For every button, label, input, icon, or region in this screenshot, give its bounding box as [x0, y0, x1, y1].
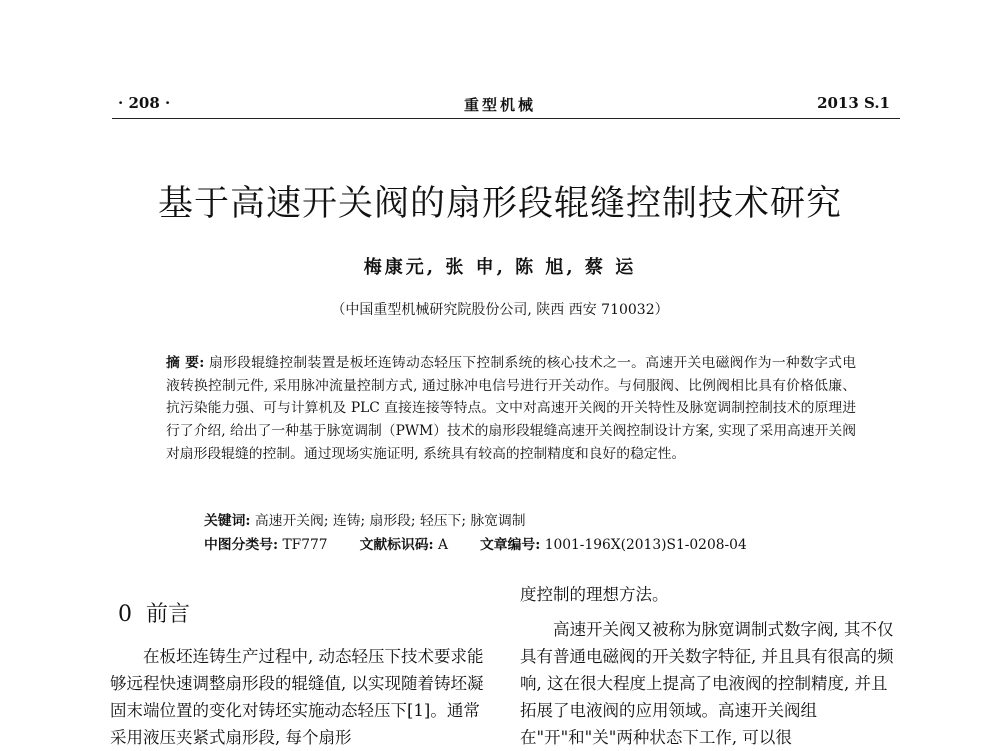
section-heading	[118, 597, 190, 628]
abstract	[166, 352, 856, 466]
abstract-text: 扇形段辊缝控制装置是板坯连铸动态轻压下控制系统的核心技术之一。高速开关电磁阀作为一种数字式电液转换控制元件, 采用脉冲流量控制方式, 通过脉冲电信号进行开关动作。与伺服阀、比例阀相比具有价格低廉、抗污染能力强、可与计算机及 PLC 直接连接等特点。文中对高速开关阀的开关特性及脉宽调制控制技术的原理进行了介绍, 给出了一种基于脉宽调制（PWM）技术的扇形段辊缝高速开关阀控制设计方案, 实现了采用高速开关阀对扇形段辊缝的控制。通过现场实施证明, 系统具有较高的控制精度和良好的稳定性。	[166, 355, 857, 462]
article-number-value: 1001-196X(2013)S1-0208-04	[544, 537, 747, 553]
journal-name: 重型机械	[463, 96, 536, 114]
doc-code-value: A	[438, 537, 449, 553]
keywords-text: 高速开关阀; 连铸; 扇形段; 轻压下; 脉宽调制	[254, 513, 526, 529]
page-number: · 208 ·	[118, 94, 171, 112]
issue-label: 2013 S.1	[817, 94, 890, 112]
abstract-label: 摘 要:	[166, 355, 205, 371]
authors: 梅康元, 张 申, 陈 旭, 蔡 运	[363, 257, 637, 278]
section-title: 前言	[146, 602, 191, 627]
body-line-right: 度控制的理想方法。	[520, 585, 669, 604]
article-number-label: 文章编号:	[480, 537, 541, 553]
doc-code-label: 文献标识码:	[359, 537, 434, 553]
classification-line	[204, 533, 747, 553]
section-number: 0	[118, 602, 132, 627]
clc-label: 中图分类号:	[204, 537, 279, 553]
keywords	[204, 509, 526, 529]
paper-title: 基于高速开关阀的扇形段辊缝控制技术研究	[157, 184, 842, 224]
affiliation: （中国重型机械研究院股份公司, 陕西 西安 710032）	[331, 302, 669, 318]
keywords-label: 关键词:	[204, 513, 251, 529]
clc-value: TF777	[282, 537, 328, 553]
body-paragraph-left: 在板坯连铸生产过程中, 动态轻压下技术要求能够远程快速调整扇形段的辊缝值, 以实现随着铸坯凝固末端位置的变化对铸坯实施动态轻压下[1]。通常采用液压夹紧式扇形段, 每个扇形	[110, 647, 484, 747]
header-rule	[112, 118, 900, 119]
body-paragraph-right: 高速开关阀又被称为脉宽调制式数字阀, 其不仅具有普通电磁阀的开关数字特征, 并且具有很高的频响, 这在很大程度上提高了电液阀的控制精度, 并且拓展了电液阀的应用领域。高速开关阀组在"开"和"关"两种状态下工作, 可以很	[520, 620, 894, 747]
